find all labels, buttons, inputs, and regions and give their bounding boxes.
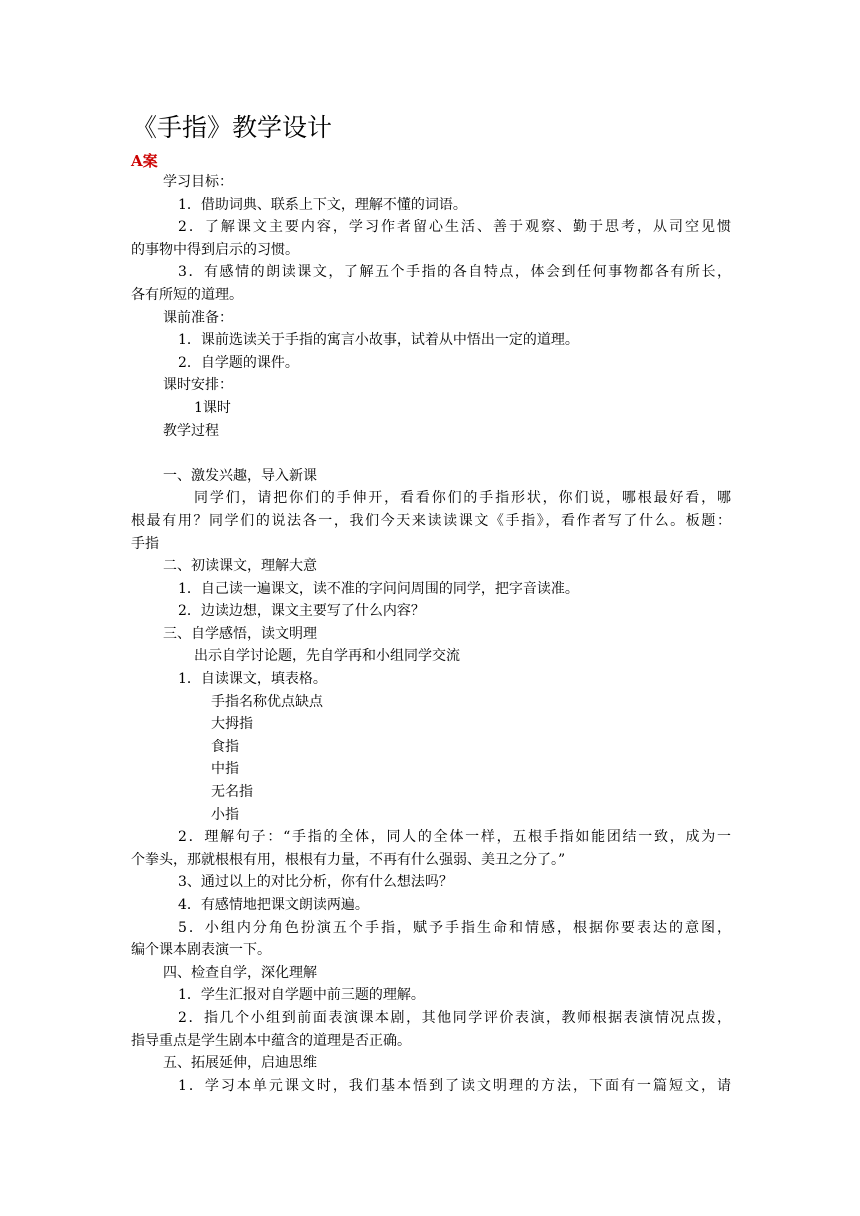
text-line: 编个课本剧表演一下。 [131,942,271,959]
table-row-line: 无名指 [211,784,253,801]
text-line: 3．有感情的朗读课文，了解五个手指的各自特点，体会到任何事物都各有所长， [178,264,731,281]
document-body [131,171,731,1097]
text-line: 根最有用？同学们的说法各一，我们今天来读读课文《手指》，看作者写了什么。板题： [131,512,731,529]
text-line: 1．自己读一遍课文，读不准的字问问周围的同学，把字音读准。 [178,580,579,597]
text-line: 4．有感情地把课文朗读两遍。 [178,897,369,913]
text-line: 1．课前选读关于手指的寓言小故事，试着从中悟出一定的道理。 [178,332,579,349]
text-line: 课时安排： [163,377,233,394]
text-line: 的事物中得到启示的习惯。 [131,241,299,258]
text-line: 学习目标： [163,174,233,190]
case-label: A案 [131,152,158,170]
table-row-line: 食指 [211,738,239,755]
text-line: 2．自学题的课件。 [178,354,299,371]
text-line: 2．边读边想，课文主要写了什么内容？ [178,603,425,620]
text-line: 1．学生汇报对自学题中前三题的理解。 [178,987,425,1004]
table-row-line: 小指 [211,806,239,823]
text-line: 手指 [131,535,159,552]
text-line: 教学过程 [163,422,219,439]
text-line: 2．了解课文主要内容，学习作者留心生活、善于观察、勤于思考，从司空见惯 [178,219,731,236]
text-line: 1．借助词典、联系上下文，理解不懂的词语。 [178,196,467,213]
text-line: 3、通过以上的对比分析，你有什么想法吗？ [178,874,453,891]
text-line: 个拳头，那就根根有用，根根有力量，不再有什么强弱、美丑之分了。” [131,851,566,868]
text-line: 同学们，请把你们的手伸开，看看你们的手指形状，你们说，哪根最好看，哪 [194,490,731,507]
text-line: 课前准备： [163,309,233,326]
blank-line [131,442,731,465]
text-line: 2．理解句子：“手指的全体，同人的全体一样，五根手指如能团结一致，成为一 [178,829,731,846]
text-line: 指导重点是学生剧本中蕴含的道理是否正确。 [131,1032,411,1049]
text-line: 1课时 [194,399,231,416]
text-line: 四、检查自学，深化理解 [163,964,317,981]
text-line: 三、自学感悟，读文明理 [163,625,317,642]
text-line: 一、激发兴趣，导入新课 [163,467,317,484]
text-line: 2．指几个小组到前面表演课本剧，其他同学评价表演，教师根据表演情况点拨， [178,1009,731,1026]
document-title: 《手指》教学设计 [132,113,333,142]
table-row-line: 中指 [211,761,239,778]
text-line: 1．学习本单元课文时，我们基本悟到了读文明理的方法，下面有一篇短文，请 [178,1077,731,1094]
text-line: 二、初读课文，理解大意 [163,558,317,575]
text-line: 各有所短的道理。 [131,286,243,303]
table-row-line: 大拇指 [211,716,253,733]
text-line: 1．自读课文，填表格。 [178,671,327,688]
text-line: 出示自学讨论题，先自学再和小组同学交流 [194,648,460,665]
text-line: 5．小组内分角色扮演五个手指，赋予手指生命和情感，根据你要表达的意图， [178,919,731,936]
text-line: 五、拓展延伸，启迪思维 [163,1055,317,1072]
table-header-line: 手指名称优点缺点 [211,693,323,710]
